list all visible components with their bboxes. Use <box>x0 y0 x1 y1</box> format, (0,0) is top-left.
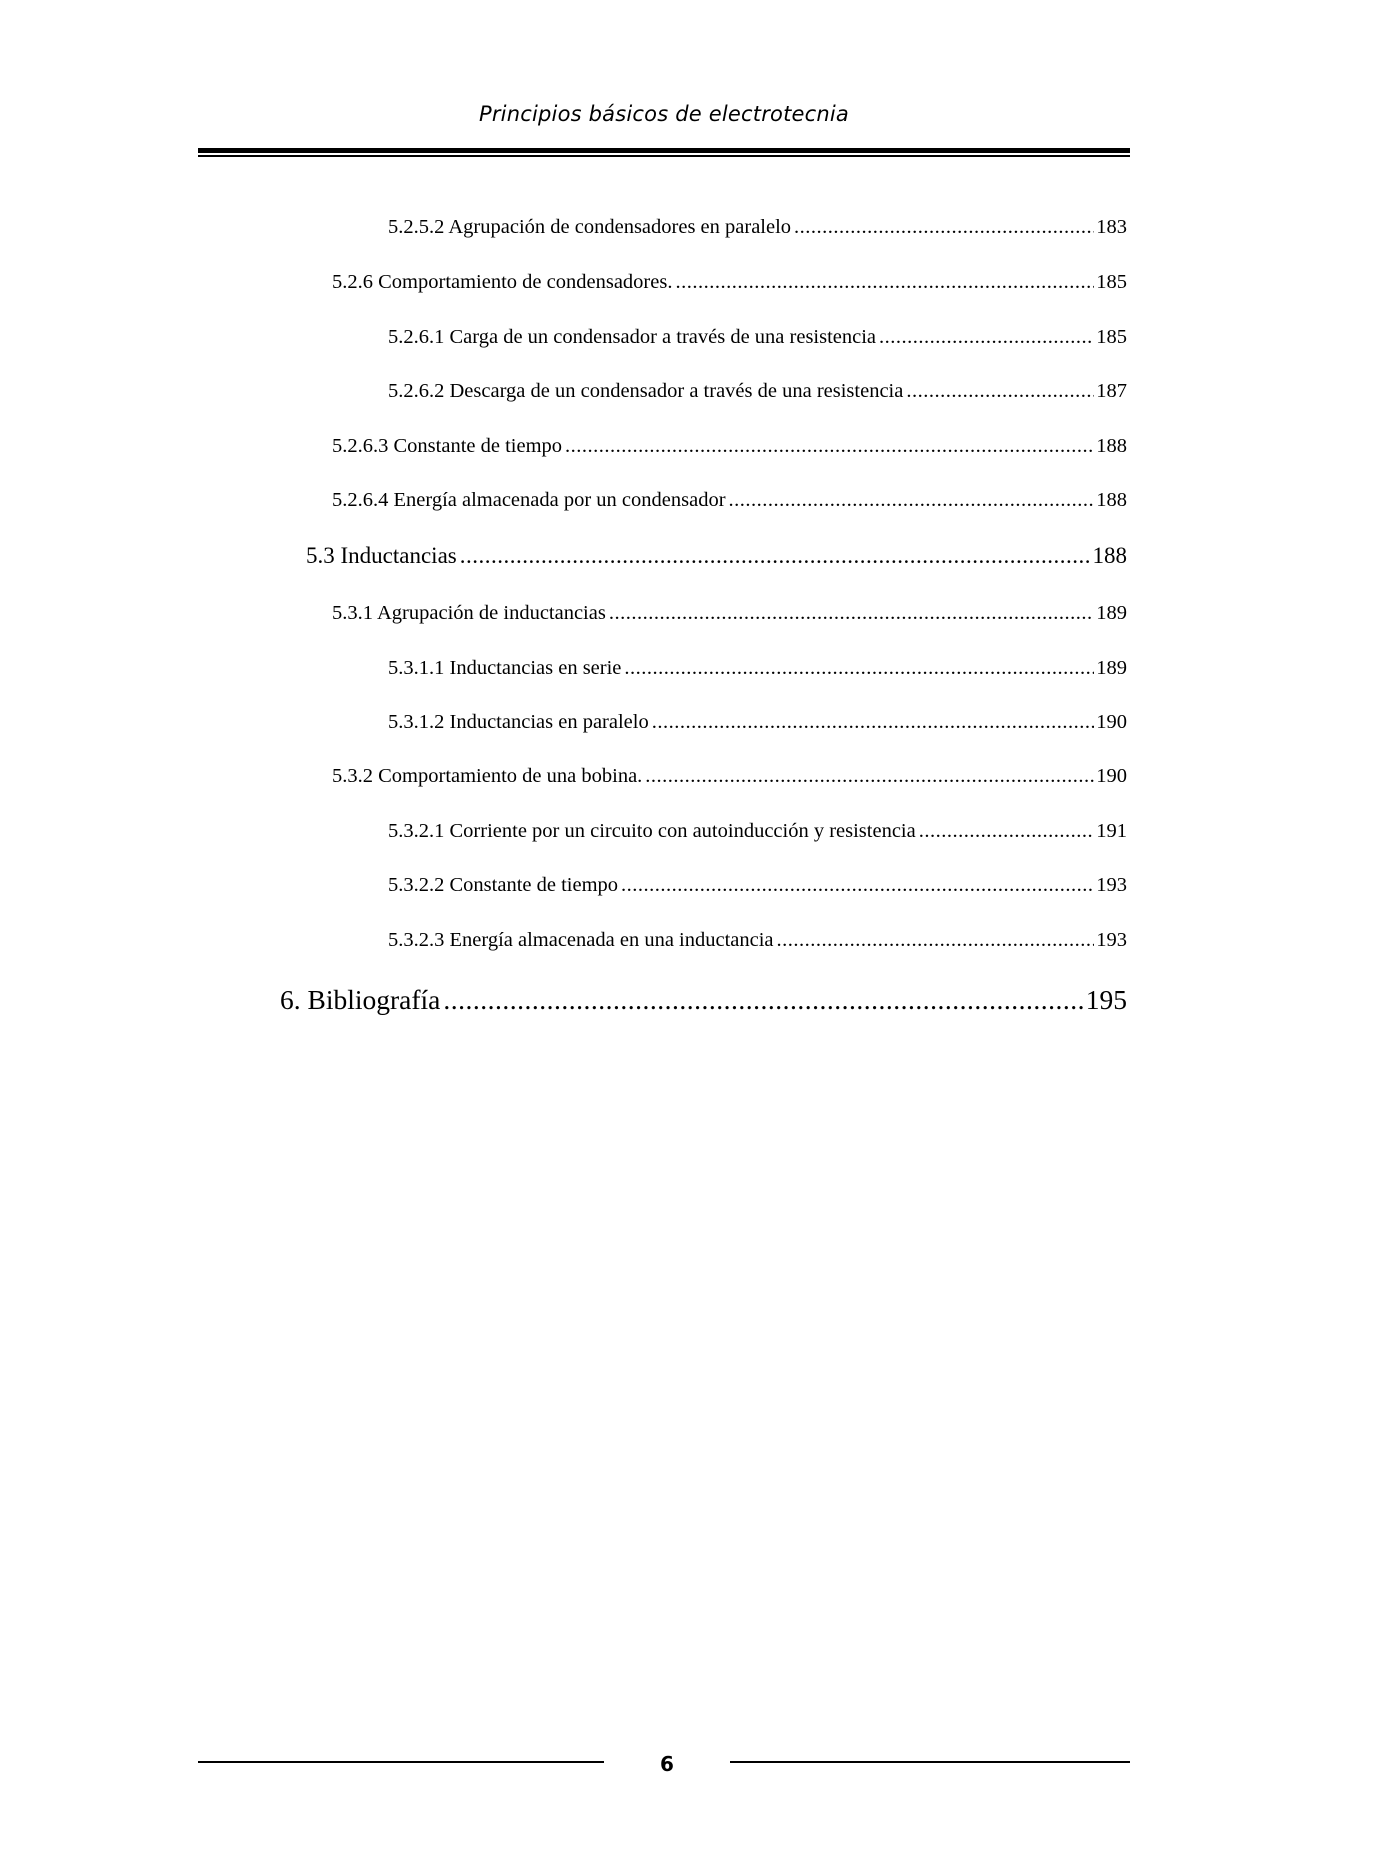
toc-entry[interactable] <box>280 984 1127 1016</box>
toc-dot-leader <box>729 489 1095 512</box>
toc-entry-title: 5.3.2 Comportamiento de una bobina. <box>332 765 643 787</box>
toc-entry-page: 188 <box>1096 435 1127 457</box>
toc-dot-leader <box>624 657 1094 680</box>
toc-entry-page: 188 <box>1096 489 1127 511</box>
running-header-title: Principios básicos de electrotecnia <box>478 102 849 126</box>
toc-dot-leader <box>794 216 1094 239</box>
header-rule-secondary <box>198 155 1130 157</box>
toc-entry-page: 195 <box>1085 984 1127 1015</box>
toc-entry[interactable] <box>332 435 1127 458</box>
toc-entry-title: 5.3.1 Agrupación de inductancias <box>332 602 606 624</box>
toc-dot-leader <box>777 929 1095 952</box>
toc-entry[interactable] <box>388 657 1127 680</box>
toc-dot-leader <box>906 380 1094 403</box>
toc-entry-title: 5.2.6.2 Descarga de un condensador a través de una resistencia <box>388 380 904 402</box>
page-number: 6 <box>660 1752 674 1776</box>
toc-entry-title: 5.2.6.3 Constante de tiempo <box>332 435 563 457</box>
toc-dot-leader <box>443 984 1083 1016</box>
toc-dot-leader <box>460 543 1091 569</box>
toc-entry-title: 5.2.5.2 Agrupación de condensadores en paralelo <box>388 216 792 238</box>
toc-entry-title: 5.3.2.1 Corriente por un circuito con autoinducción y resistencia <box>388 820 916 842</box>
toc-entry-page: 190 <box>1096 711 1127 733</box>
toc-entry[interactable] <box>388 326 1127 349</box>
toc-entry-title: 5.2.6.1 Carga de un condensador a través de una resistencia <box>388 326 877 348</box>
toc-dot-leader <box>565 435 1094 458</box>
toc-dot-leader <box>675 271 1094 294</box>
toc-entry-title: 5.3.1.2 Inductancias en paralelo <box>388 711 649 733</box>
toc-entry[interactable] <box>388 820 1127 843</box>
toc-entry-page: 191 <box>1096 820 1127 842</box>
toc-dot-leader <box>919 820 1095 843</box>
toc-entry-page: 193 <box>1096 874 1127 896</box>
toc-entry[interactable] <box>306 543 1127 569</box>
header-rule <box>198 148 1130 153</box>
toc-entry[interactable] <box>388 929 1127 952</box>
footer-rule <box>198 1761 604 1763</box>
toc-entry-title: 6. Bibliografía <box>280 984 441 1015</box>
toc-entry-title: 5.3.1.1 Inductancias en serie <box>388 657 622 679</box>
toc-entry-title: 5.2.6 Comportamiento de condensadores. <box>332 271 673 293</box>
toc-entry[interactable] <box>332 602 1127 625</box>
toc-dot-leader <box>645 765 1094 788</box>
toc-entry[interactable] <box>388 874 1127 897</box>
toc-entry-page: 189 <box>1096 602 1127 624</box>
toc-entry-title: 5.3.2.2 Constante de tiempo <box>388 874 619 896</box>
toc-entry[interactable] <box>332 489 1127 512</box>
toc-entry-title: 5.3 Inductancias <box>306 543 457 568</box>
toc-entry-page: 189 <box>1096 657 1127 679</box>
toc-dot-leader <box>652 711 1095 734</box>
toc-entry[interactable] <box>388 380 1127 403</box>
toc-entry[interactable] <box>388 711 1127 734</box>
toc-entry-page: 185 <box>1096 326 1127 348</box>
toc-dot-leader <box>609 602 1094 625</box>
toc-entry-title: 5.3.2.3 Energía almacenada en una inductancia <box>388 929 774 951</box>
toc-entry-page: 188 <box>1092 543 1127 568</box>
toc-entry-page: 190 <box>1096 765 1127 787</box>
footer-rule <box>730 1761 1130 1763</box>
toc-entry[interactable] <box>332 765 1127 788</box>
toc-dot-leader <box>621 874 1094 897</box>
toc-entry-page: 185 <box>1096 271 1127 293</box>
toc-entry-page: 183 <box>1096 216 1127 238</box>
toc-entry-page: 187 <box>1096 380 1127 402</box>
toc-dot-leader <box>879 326 1094 349</box>
toc-entry[interactable] <box>388 216 1127 239</box>
toc-entry-page: 193 <box>1096 929 1127 951</box>
toc-entry[interactable] <box>332 271 1127 294</box>
toc-entry-title: 5.2.6.4 Energía almacenada por un condensador <box>332 489 726 511</box>
